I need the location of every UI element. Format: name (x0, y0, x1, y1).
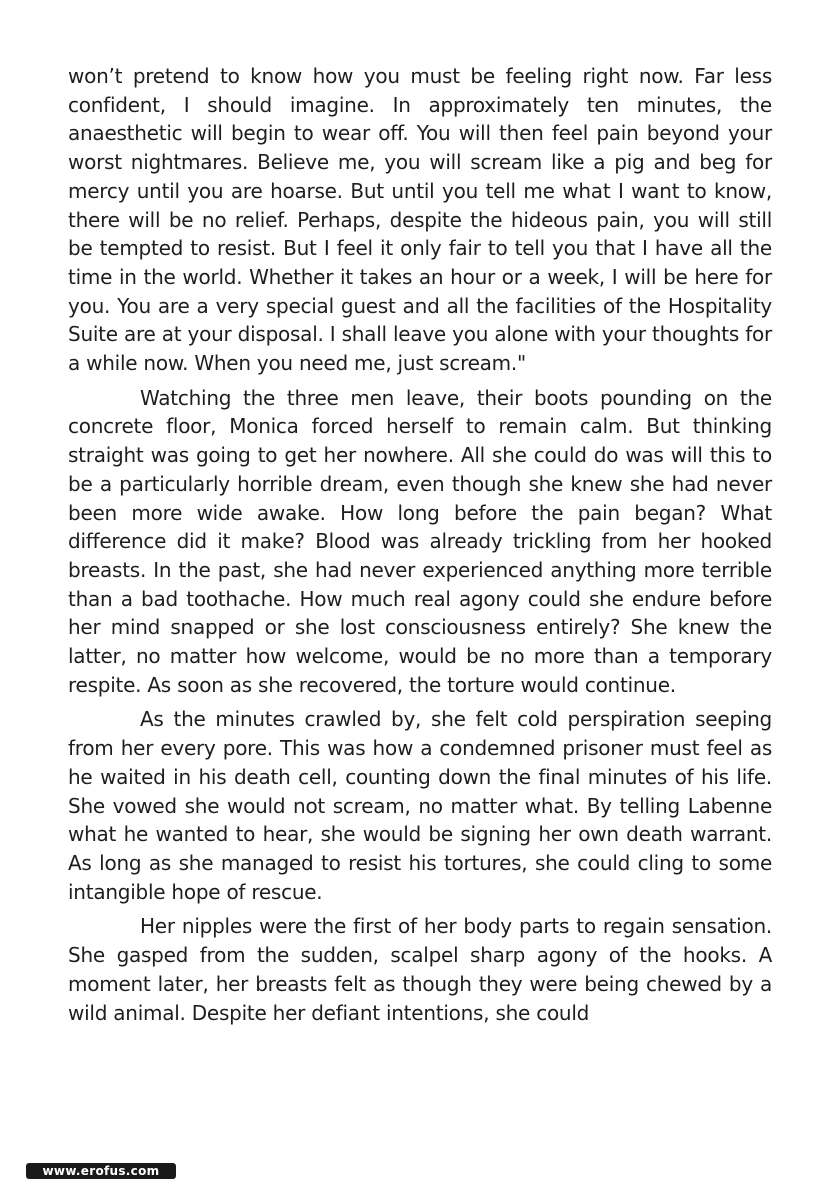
paragraph-2: Watching the three men leave, their boots pounding on the concrete floor, Monica forced herself to remain calm. But thinking straight was going to get her nowhere. All she could do was will this to be a particularly horrible dream, even though she knew she had never been more wide awake. How long before the pain began? What difference did it make? Blood was already trickling from her hooked breasts. In the past, she had never experienced anything more terrible than a bad toothache. How much real agony could she endure before her mind snapped or she lost consciousness entirely? She knew the latter, no matter how welcome, would be no more than a temporary respite. As soon as she recovered, the torture would continue. (68, 385, 772, 697)
paragraph-4: Her nipples were the first of her body parts to regain sensation. She gasped from the sudden, scalpel sharp agony of the hooks. A moment later, her breasts felt as though they were being chewed by a wild animal. Despite her defiant intentions, she could (68, 914, 772, 1025)
paragraph-3: As the minutes crawled by, she felt cold perspiration seeping from her every pore. This was how a condemned prisoner must feel as he waited in his death cell, counting down the final minutes of his life. She vowed she would not scream, no matter what. By telling Labenne what he wanted to hear, she would be signing her own death warrant. As long as she managed to resist his tortures, she could cling to some intangible hope of rescue. (68, 707, 772, 904)
page-body (68, 62, 772, 1027)
paragraph-1: won’t pretend to know how you must be feeling right now. Far less confident, I should imagine. In approximately ten minutes, the anaesthetic will begin to wear off. You will then feel pain beyond your worst nightmares. Believe me, you will scream like a pig and beg for mercy until you are hoarse. But until you tell me what I want to know, there will be no relief. Perhaps, despite the hideous pain, you will still be tempted to resist. But I feel it only fair to tell you that I have all the time in the world. Whether it takes an hour or a week, I will be here for you. You are a very special guest and all the facilities of the Hospitality Suite are at your disposal. I shall leave you alone with your thoughts for a while now. When you need me, just scream." (68, 64, 772, 376)
site-watermark: www.erofus.com (26, 1163, 176, 1179)
